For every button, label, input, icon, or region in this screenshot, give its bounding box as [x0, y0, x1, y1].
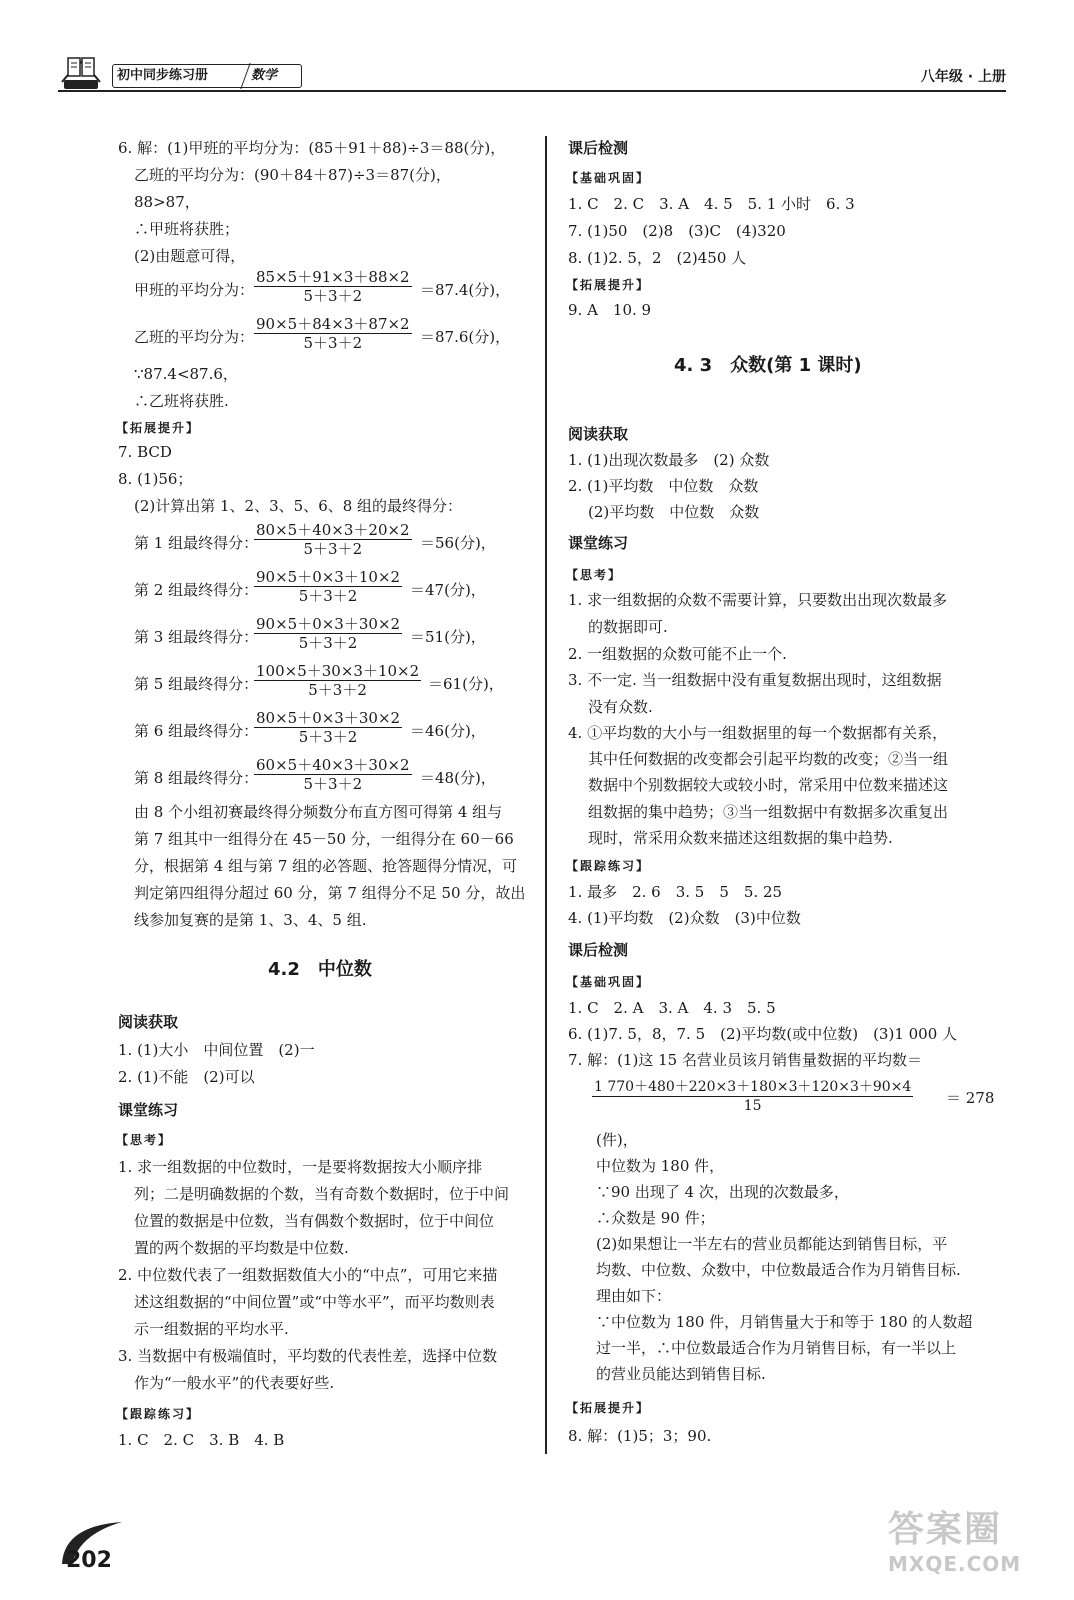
answer-line: 7. 解：(1)这 15 名营业员该月销售量数据的平均数＝ [568, 1051, 922, 1069]
fraction [254, 521, 412, 558]
paragraph-line: 2. 中位数代表了一组数据数值大小的“中点”，可用它来描 [118, 1266, 498, 1284]
fraction [254, 662, 421, 699]
denominator: 5＋3＋2 [298, 634, 358, 652]
fraction-label: 第 5 组最终得分： [134, 675, 259, 693]
watermark-url: MXQE.COM [888, 1552, 1022, 1576]
paragraph-line: (件)， [596, 1131, 638, 1149]
tag-think: 【思考】 [566, 568, 623, 582]
answer-line: 8. (1)56； [118, 470, 193, 488]
paragraph-line: 3. 不一定. 当一组数据中没有重复数据出现时，这组数据 [568, 671, 942, 689]
paragraph-line: 其中任何数据的改变都会引起平均数的改变；②当一组 [588, 750, 949, 768]
answer-line: 8. (1)2. 5，2 (2)450 人 [568, 249, 747, 267]
numerator: 90×5＋0×3＋30×2 [256, 615, 401, 633]
watermark-logo [888, 1508, 1022, 1588]
numerator: 85×5＋91×3＋88×2 [256, 268, 410, 286]
paragraph-line: ∵90 出现了 4 次，出现的次数最多， [596, 1183, 849, 1201]
section-title: 4. 3 众数(第 1 课时) [674, 355, 862, 376]
paragraph-line: 1. 求一组数据的中位数时，一是要将数据按大小顺序排 [118, 1158, 483, 1176]
numerator: 80×5＋0×3＋30×2 [256, 709, 401, 727]
column-divider [545, 136, 547, 1454]
fraction-label: 乙班的平均分为： [134, 328, 255, 346]
subheading: 课堂练习 [568, 534, 629, 552]
numerator: 90×5＋0×3＋10×2 [256, 568, 401, 586]
tag-follow: 【跟踪练习】 [116, 1407, 201, 1421]
tag-basic: 【基础巩固】 [566, 171, 651, 185]
fraction [254, 756, 412, 793]
paragraph-line: 中位数为 180 件， [596, 1157, 725, 1175]
paragraph-line: 组数据的集中趋势；③当一组数据中有数据多次重复出 [588, 803, 949, 821]
answer-line: ∴乙班将获胜. [134, 392, 229, 410]
subheading: 阅读获取 [568, 425, 629, 443]
paragraph-line: 分，根据第 4 组与第 7 组的必答题、抢答题得分情况，可 [134, 857, 518, 875]
paragraph-line: 3. 当数据中有极端值时，平均数的代表性差，选择中位数 [118, 1347, 498, 1365]
paragraph-line: 示一组数据的平均水平. [134, 1320, 289, 1338]
fraction-result: ＝87.4(分)， [420, 281, 511, 299]
paragraph-line: 1. 求一组数据的众数不需要计算，只要数出出现次数最多 [568, 591, 948, 609]
header-rule [58, 90, 1006, 92]
denominator: 5＋3＋2 [298, 587, 358, 605]
answer-line: 乙班的平均分为：(90＋84＋87)÷3＝87(分)， [134, 166, 451, 184]
paragraph-line: 4. ①平均数的大小与一组数据里的每一个数据都有关系， [568, 724, 948, 742]
fraction-result: ＝61(分)， [428, 675, 504, 693]
paragraph-line: 没有众数. [588, 698, 653, 716]
answer-line: 7. BCD [118, 443, 172, 461]
fraction [254, 615, 402, 652]
paragraph-line: 作为“一般水平”的代表要好些. [134, 1374, 335, 1392]
denominator: 15 [743, 1098, 762, 1114]
tag-think: 【思考】 [116, 1133, 173, 1147]
denominator: 5＋3＋2 [303, 287, 363, 305]
numerator: 80×5＋40×3＋20×2 [256, 521, 410, 539]
fraction-label: 第 6 组最终得分： [134, 722, 259, 740]
fraction-label: 第 8 组最终得分： [134, 769, 259, 787]
answer-line: 9. A 10. 9 [568, 301, 652, 319]
fraction-result: ＝48(分)， [420, 769, 496, 787]
subject-title: 数学 [251, 68, 278, 83]
paragraph-line: 均数、中位数、众数中，中位数最适合作为月销售目标. [596, 1261, 961, 1279]
fraction [254, 709, 402, 746]
watermark-title: 答案圈 [888, 1509, 1003, 1550]
paragraph-line: 的营业员能达到销售目标. [596, 1365, 766, 1383]
paragraph-line: 第 7 组其中一组得分在 45－50 分，一组得分在 60－66 [134, 830, 514, 848]
denominator: 5＋3＋2 [298, 728, 358, 746]
answer-line: 1. 最多 2. 6 3. 5 5 5. 25 [568, 883, 783, 901]
denominator: 5＋3＋2 [308, 681, 367, 699]
book-logo-icon [58, 52, 104, 92]
answer-line: ∴甲班将获胜； [134, 220, 240, 238]
answer-line: 1. (1)大小 中间位置 (2)一 [118, 1041, 315, 1059]
fraction [254, 315, 412, 352]
fraction-result: ＝ 278 [946, 1089, 995, 1107]
paragraph-line: 位置的数据是中位数，当有偶数个数据时，位于中间位 [134, 1212, 495, 1230]
paragraph-line: 线参加复赛的是第 1、3、4、5 组. [134, 911, 367, 929]
paragraph-line: 由 8 个小组初赛最终得分频数分布直方图可得第 4 组与 [134, 803, 503, 821]
fraction [592, 1078, 913, 1115]
series-banner [112, 64, 302, 88]
fraction-result: ＝47(分)， [410, 581, 486, 599]
numerator: 100×5＋30×3＋10×2 [256, 662, 420, 680]
paragraph-line: 2. 一组数据的众数可能不止一个. [568, 645, 787, 663]
answer-line: 8. 解：(1)5；3；90. [568, 1427, 712, 1445]
answer-line: 1. C 2. C 3. B 4. B [118, 1431, 285, 1449]
fraction-result: ＝46(分)， [410, 722, 486, 740]
paragraph-line: 过一半，∴中位数最适合作为月销售目标，有一半以上 [596, 1339, 957, 1357]
tag-extension: 【拓展提升】 [116, 421, 201, 435]
answer-line: (2)计算出第 1、2、3、5、6、8 组的最终得分： [134, 497, 463, 515]
answer-line: 1. (1)出现次数最多 (2) 众数 [568, 451, 770, 469]
fraction-label: 第 1 组最终得分： [134, 534, 259, 552]
banner-divider [240, 63, 250, 89]
paragraph-line: 的数据即可. [588, 618, 668, 636]
denominator: 5＋3＋2 [303, 775, 363, 793]
series-title: 初中同步练习册 [117, 68, 209, 83]
grade-label: 八年级 · 上册 [920, 69, 1006, 85]
tag-follow: 【跟踪练习】 [566, 859, 651, 873]
numerator: 60×5＋40×3＋30×2 [256, 756, 410, 774]
tag-extension: 【拓展提升】 [566, 1401, 651, 1415]
denominator: 5＋3＋2 [303, 540, 363, 558]
numerator: 90×5＋84×3＋87×2 [256, 315, 410, 333]
fraction-label: 甲班的平均分为： [134, 281, 255, 299]
answer-line: 4. (1)平均数 (2)众数 (3)中位数 [568, 909, 801, 927]
paragraph-line: (2)如果想让一半左右的营业员都能达到销售目标，平 [596, 1235, 948, 1253]
answer-line: 7. (1)50 (2)8 (3)C (4)320 [568, 222, 786, 240]
paragraph-line: 述这组数据的“中间位置”或“中等水平”，而平均数则表 [134, 1293, 495, 1311]
paragraph-line: ∴众数是 90 件； [596, 1209, 715, 1227]
answer-line: (2)由题意可得， [134, 247, 246, 265]
paragraph-line: 判定第四组得分超过 60 分，第 7 组得分不足 50 分，故出 [134, 884, 526, 902]
answer-line: (2)平均数 中位数 众数 [588, 503, 760, 521]
fraction [254, 568, 402, 605]
subheading: 课堂练习 [118, 1101, 179, 1119]
answer-line: 6. (1)7. 5，8，7. 5 (2)平均数(或中位数) (3)1 000 人 [568, 1025, 958, 1043]
tag-basic: 【基础巩固】 [566, 975, 651, 989]
paragraph-line: 数据中个别数据较大或较小时，常采用中位数来描述这 [588, 776, 949, 794]
section-title: 4.2 中位数 [268, 959, 372, 980]
subheading: 阅读获取 [118, 1013, 179, 1031]
denominator: 5＋3＋2 [303, 334, 363, 352]
fraction-result: ＝56(分)， [420, 534, 496, 552]
fraction-result: ＝51(分)， [410, 628, 486, 646]
answer-line: 2. (1)平均数 中位数 众数 [568, 477, 759, 495]
paragraph-line: ∵中位数为 180 件，月销售量大于和等于 180 的人数超 [596, 1313, 973, 1331]
tag-extension: 【拓展提升】 [566, 278, 651, 292]
fraction [254, 268, 412, 305]
answer-line: 1. C 2. C 3. A 4. 5 5. 1 小时 6. 3 [568, 195, 855, 213]
answer-line: ∵87.4<87.6， [134, 365, 238, 383]
answer-line: 88>87， [134, 193, 200, 211]
page-number: 202 [66, 1548, 112, 1573]
answer-line: 2. (1)不能 (2)可以 [118, 1068, 255, 1086]
numerator: 1 770＋480＋220×3＋180×3＋120×3＋90×4 [594, 1079, 912, 1095]
fraction-label: 第 3 组最终得分： [134, 628, 259, 646]
paragraph-line: 列；二是明确数据的个数，当有奇数个数据时，位于中间 [134, 1185, 510, 1203]
subheading: 课后检测 [568, 941, 629, 959]
fraction-label: 第 2 组最终得分： [134, 581, 259, 599]
paragraph-line: 现时，常采用众数来描述这组数据的集中趋势. [588, 829, 893, 847]
subheading: 课后检测 [568, 139, 629, 157]
paragraph-line: 置的两个数据的平均数是中位数. [134, 1239, 349, 1257]
paragraph-line: 理由如下： [596, 1287, 672, 1305]
answer-line: 1. C 2. A 3. A 4. 3 5. 5 [568, 999, 776, 1017]
answer-line: 6. 解：(1)甲班的平均分为：(85＋91＋88)÷3＝88(分)， [118, 139, 506, 157]
page-header [0, 0, 1074, 95]
fraction-result: ＝87.6(分)， [420, 328, 511, 346]
